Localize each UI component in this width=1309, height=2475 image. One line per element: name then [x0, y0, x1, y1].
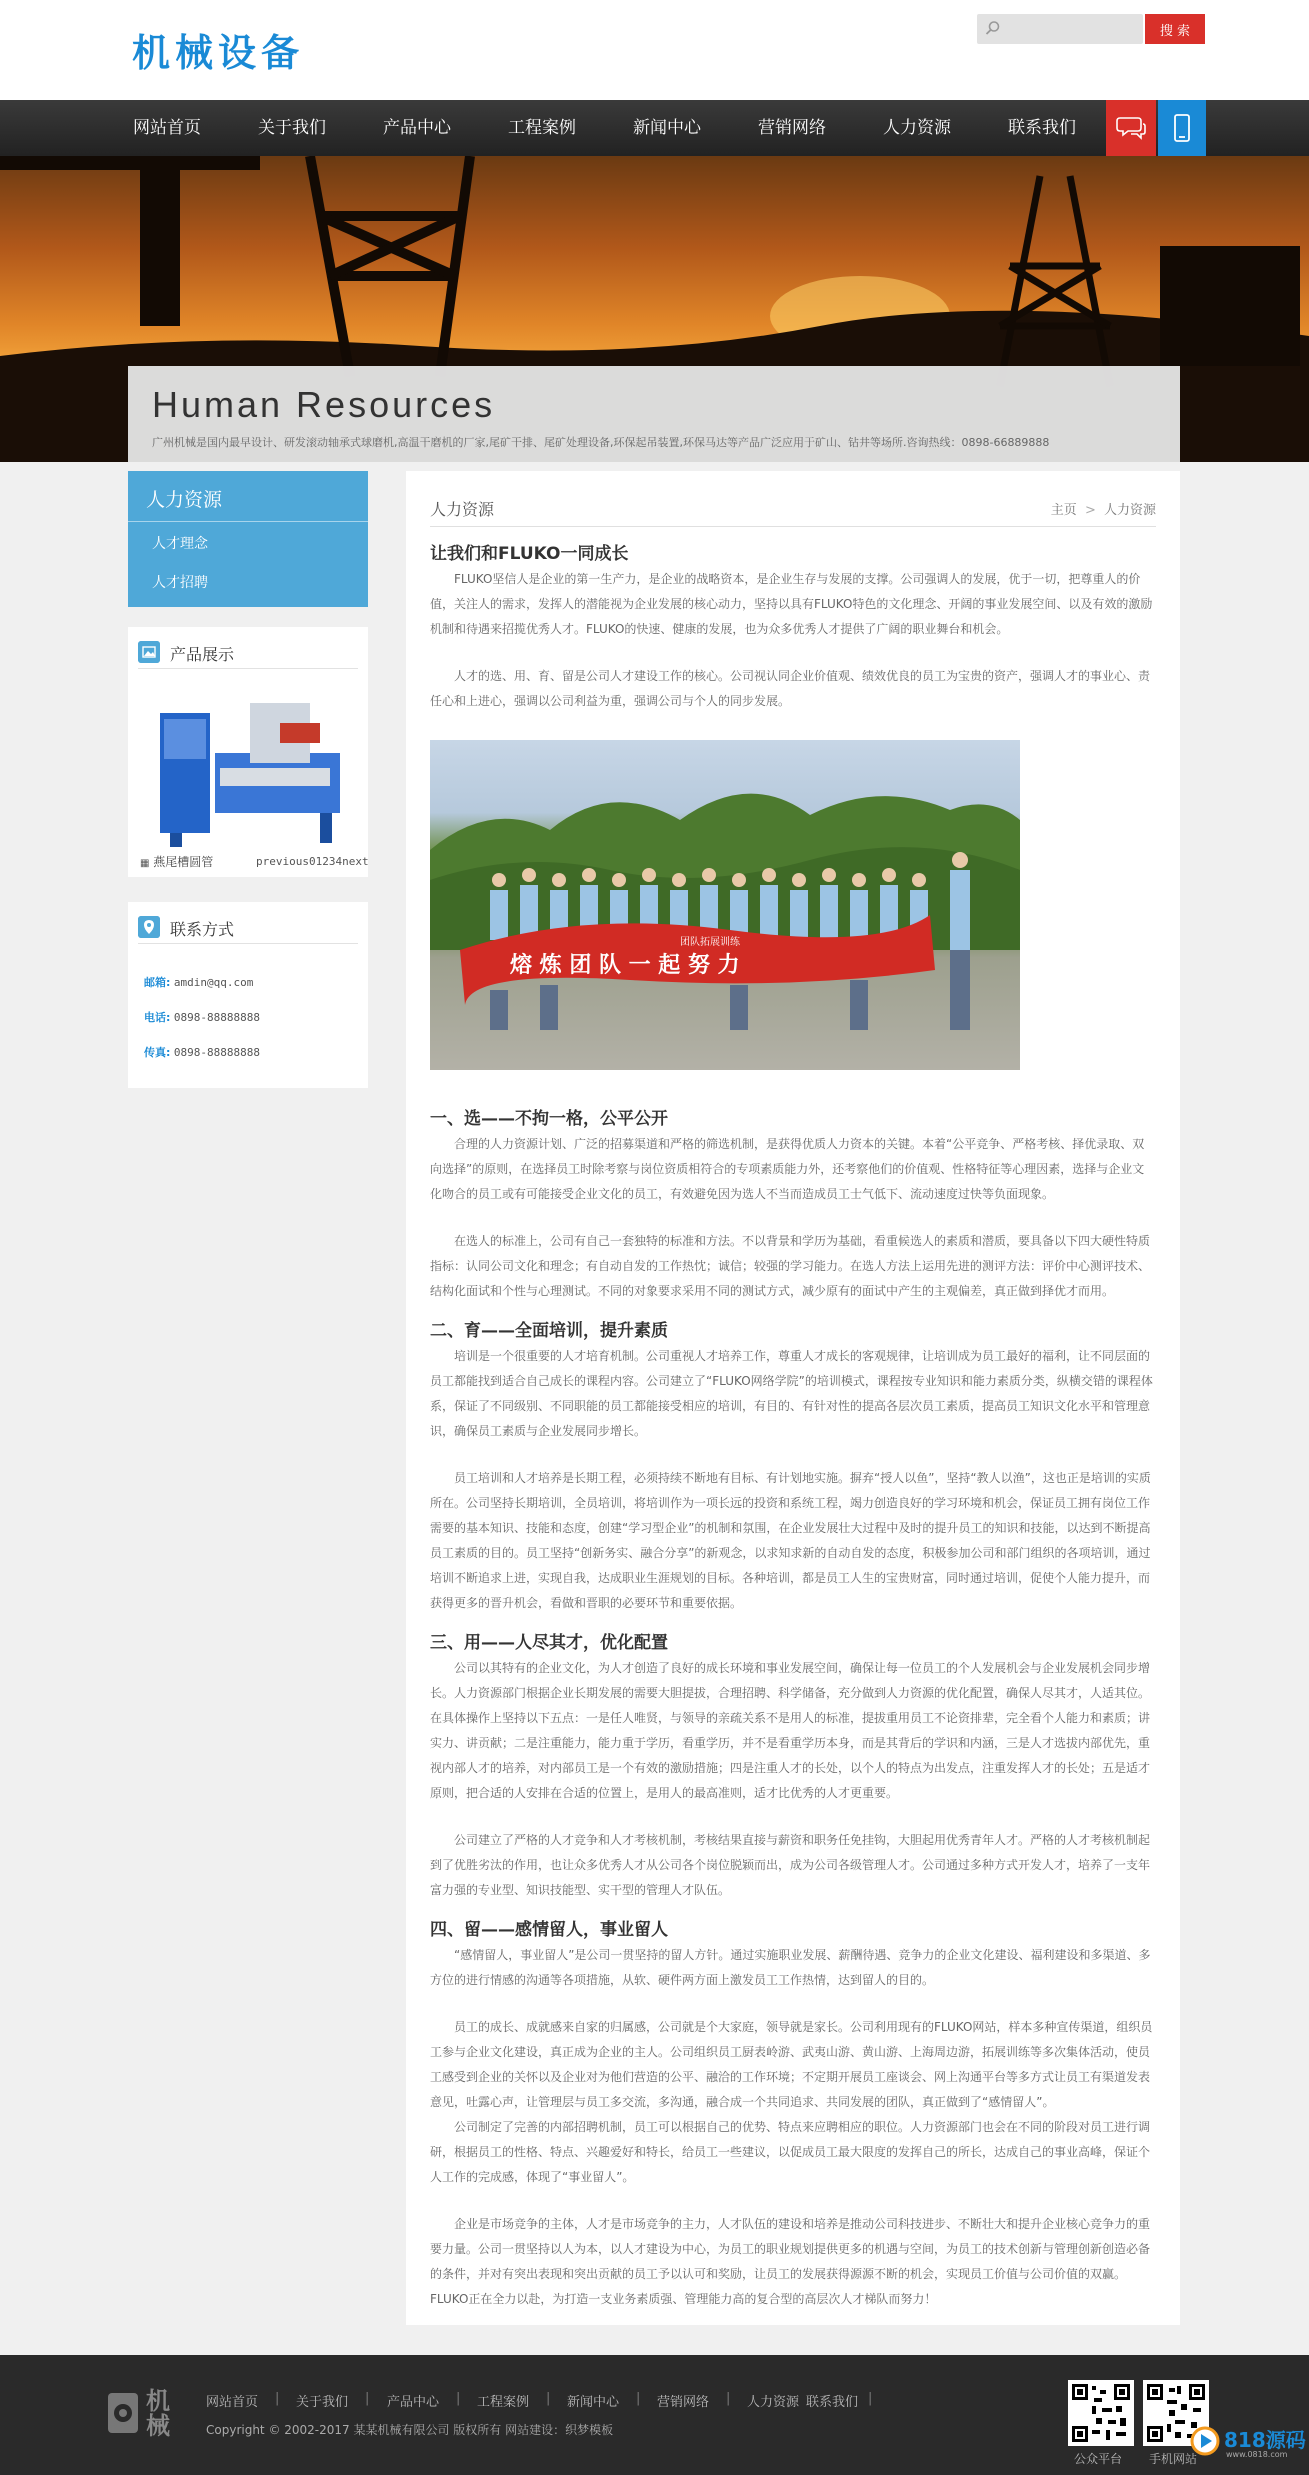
banner-caption-panel	[128, 366, 1180, 462]
footer-link-news[interactable]: 新闻中心	[567, 2395, 620, 2410]
chat-bubble-icon	[1116, 115, 1146, 141]
fax-label: 传真:	[144, 1046, 171, 1059]
search-icon	[985, 20, 1001, 36]
footer-separator: |	[365, 2391, 370, 2406]
article-paragraph: 合理的人力资源计划、广泛的招募渠道和严格的筛选机制，是获得优质人力资本的关键。本着“公平竞争、严格考核、择优录取、双向选择”的原则，在选择员工时除考察与岗位资质相符合的专项素质能力外，还考察他们的价值观、性格特征等心理因素，选择与企业文化吻合的员工或有可能接受企业文化的员工，有效避免因为选人不当而造成员工士气低下、流动速度过快等负面现象。	[430, 1137, 1145, 1201]
nav-item-marketing[interactable]: 营销网络	[758, 118, 826, 138]
email-label: 邮箱:	[144, 976, 171, 989]
article-paragraph: 人才的选、用、育、留是公司人才建设工作的核心。公司视认同企业价值观、绩效优良的员工为宝贵的资产，强调人才的事业心、责任心和上进心，强调以公司利益为重，强调公司与个人的同步发展。	[430, 669, 1151, 708]
section-heading: 二、育——全面培训，提升素质	[430, 1321, 668, 1341]
footer-separator: |	[868, 2391, 873, 2406]
qr-label-mobile-site: 手机网站	[1149, 2452, 1198, 2466]
article-paragraph: 在选人的标准上，公司有自己一套独特的标准和方法。不以背景和学历为基础，看重候选人的素质和潜质，要具备以下四大硬性特质指标：认同公司文化和理念；有自动自发的工作热忱；诚信；较强的学习能力。在选人方法上运用先进的测评方法：评价中心测评技术、结构化面试和个性与心理测试。不同的对象要求采用不同的测试方式，减少原有的面试中产生的主观偏差，真正做到择优才而用。	[430, 1234, 1151, 1298]
nav-item-contact[interactable]: 联系我们	[1008, 118, 1076, 138]
sidebar-contact	[128, 902, 368, 1088]
product-pager[interactable]: previous01234next	[256, 855, 369, 868]
sidebar-item-recruitment[interactable]: 人才招聘	[152, 575, 208, 591]
fax-value: 0898-88888888	[173, 1046, 260, 1059]
footer-link-contact[interactable]: 联系我们	[806, 2395, 859, 2410]
section-heading: 三、用——人尽其才，优化配置	[430, 1633, 668, 1653]
photo-banner-text: 熔 炼 团 队 一 起 努 力	[510, 953, 740, 978]
location-pin-icon	[138, 916, 160, 938]
search-input[interactable]	[1007, 18, 1137, 40]
article-paragraph: 培训是一个很重要的人才培育机制。公司重视人才培养工作，尊重人才成长的客观规律，让培训成为员工最好的福利，让不同层面的员工都能找到适合自己成长的课程内容。公司建立了“FLUKO网络学院”的培训模式，课程按专业知识和能力素质分类，纵横交错的课程体系，保证了不同级别、不同职能的员工都能接受相应的培训，有目的、有针对性的提高各层次员工素质，提高员工知识文化水平和管理意识，确保员工素质与企业发展同步增长。	[430, 1349, 1153, 1438]
article	[430, 541, 1156, 2334]
banner-description: 广州机械是国内最早设计、研发滚动轴承式球磨机,高温干磨机的厂家,尾矿干排、尾矿处理设备,环保起吊装置,环保马达等产品广泛应用于矿山、钻井等场所.咨询热线：0898-66889888	[152, 436, 1050, 449]
product-image[interactable]	[150, 683, 350, 849]
footer-separator: |	[275, 2391, 280, 2406]
nav-item-home[interactable]: 网站首页	[133, 118, 201, 138]
sidebar-item-talent-philosophy[interactable]: 人才理念	[152, 536, 208, 552]
product-caption[interactable]	[140, 853, 213, 870]
footer-separator: |	[456, 2391, 461, 2406]
search-box	[977, 14, 1143, 44]
contact-header	[138, 912, 358, 944]
footer-separator: |	[726, 2391, 731, 2406]
source-watermark	[1188, 2418, 1309, 2466]
product-caption-text: 燕尾槽圆管	[153, 855, 214, 869]
footer-link-about[interactable]: 关于我们	[296, 2395, 349, 2410]
contact-email	[144, 974, 253, 990]
search-button[interactable]: 搜 索	[1145, 14, 1205, 44]
article-headline: 让我们和FLUKO一同成长	[430, 544, 629, 564]
article-paragraph: “感情留人，事业留人”是公司一贯坚持的留人方针。通过实施职业发展、薪酬待遇、竞争力的企业文化建设、福利建设和多渠道、多方位的进行情感的沟通等各项措施，从软、硬件两方面上激发员工工作热情，达到留人的目的。	[430, 1948, 1151, 1987]
mobile-button[interactable]	[1158, 100, 1206, 156]
breadcrumb	[1051, 499, 1156, 518]
watermark-text: 818源码	[1224, 2428, 1306, 2452]
chat-button[interactable]	[1106, 100, 1156, 156]
sidebar-products	[128, 627, 368, 877]
team-photo-scene	[430, 740, 1020, 1070]
grid-icon: ▦	[140, 858, 150, 869]
contact-phone	[144, 1009, 260, 1025]
main-content	[406, 471, 1180, 2325]
sidebar-category	[128, 471, 368, 607]
qr-code-public-account	[1068, 2380, 1134, 2446]
section-heading: 四、留——感情留人，事业留人	[430, 1920, 668, 1940]
mobile-phone-icon	[1174, 114, 1190, 142]
gear-logo-icon	[106, 2389, 142, 2437]
section-heading: 一、选——不拘一格，公平公开	[430, 1109, 668, 1129]
breadcrumb-separator: >	[1084, 503, 1096, 518]
content-header	[430, 493, 1156, 527]
phone-value: 0898-88888888	[173, 1011, 260, 1024]
article-paragraph: 公司制定了完善的内部招聘机制，员工可以根据自己的优势、特点来应聘相应的职位。人力资源部门也会在不同的阶段对员工进行调研，根据员工的性格、特点、兴趣爱好和特长，给员工一些建议，以促成员工最大限度的发挥自己的所长，达成自己的事业高峰，保证个人工作的完成感，体现了“事业留人”。	[430, 2120, 1151, 2184]
article-paragraph: 员工培训和人才培养是长期工程，必须持续不断地有目标、有计划地实施。摒弃“授人以鱼”，坚持“教人以渔”，这也正是培训的实质所在。公司坚持长期培训，全员培训，将培训作为一项长远的投资和系统工程，竭力创造良好的学习环境和机会，保证员工拥有岗位工作需要的基本知识、技能和态度，创建“学习型企业”的机制和氛围，在企业发展壮大过程中及时的提升员工的知识和技能，以达到不断提高员工素质的目的。员工坚持“创新务实、融合分享”的新观念，以求知求新的自动自发的态度，积极参加公司和部门组织的各项培训，通过培训不断追求上进，实现自我，达成职业生涯规划的目标。各种培训，都是员工人生的宝贵财富，同时通过培训，促使个人能力提升，而获得更多的晋升机会，看做和晋职的必要环节和重要依据。	[430, 1471, 1151, 1610]
site-footer	[0, 2355, 1309, 2475]
article-paragraph: 企业是市场竞争的主体，人才是市场竞争的主力，人才队伍的建设和培养是推动公司科技进步、不断壮大和提升企业核心竞争力的重要力量。公司一贯坚持以人为本，以人才建设为中心，为员工的职业规划提供更多的机遇与空间，为员工的技术创新与管理创新创造必备的条件，并对有突出表现和突出贡献的员工予以认可和奖励，让员工的发展获得源源不断的机会，实现员工价值与公司价值的双赢。FLUKO正在全力以赴，为打造一支业务素质强、管理能力高的复合型的高层次人才梯队而努力！	[430, 2217, 1151, 2306]
breadcrumb-home[interactable]: 主页	[1050, 503, 1077, 518]
divider	[128, 521, 368, 522]
article-paragraph: 公司以其特有的企业文化，为人才创造了良好的成长环境和事业发展空间，确保让每一位员工的个人发展机会与企业发展机会同步增长。人力资源部门根据企业长期发展的需要大胆提拔，合理招聘、科学储备，充分做到人力资源的优化配置，确保人尽其才，人适其位。在具体操作上坚持以下五点：一是任人唯贤，与领导的亲疏关系不是用人的标准，提拔重用员工不论资排辈，完全看个人能力和素质；讲实力、讲贡献；二是注重能力，能力重于学历，看重学历，并不是看重学历本身，而是其背后的学识和内涵，三是人才选拔内部优先，重视内部人才的培养，对内部员工是一个有效的激励措施；四是注重人才的长处，以个人的特点为出发点，注重发挥人才的长处；五是适才原则，把合适的人安排在合适的位置上，是用人的最高准则，适才比优秀的人才更重要。	[430, 1661, 1151, 1800]
team-photo	[430, 740, 1020, 1070]
contact-title: 联系方式	[170, 920, 235, 939]
article-paragraph: 员工的成长、成就感来自家的归属感，公司就是个大家庭，领导就是家长。公司利用现有的FLUKO网站，样本多种宣传渠道，组织员工参与企业文化建设，真正成为企业的主人。公司组织员工厨表岭游、武夷山游、黄山游、上海周边游，拓展训练等多次集体活动，使员工感受到企业的关怀以及企业对为他们营造的公平、融洽的工作环境；不定期开展员工座谈会、网上沟通平台等多方式让员工有渠道发表意见，吐露心声，让管理层与员工多交流，多沟通，融合成一个共同追求、共同发展的团队，真正做到了“感情留人”。	[430, 2020, 1153, 2109]
breadcrumb-current: 人力资源	[1103, 503, 1156, 518]
nav-item-products[interactable]: 产品中心	[383, 118, 451, 138]
banner-title: Human Resources	[152, 384, 496, 425]
footer-link-products[interactable]: 产品中心	[387, 2395, 440, 2410]
site-header	[0, 0, 1309, 100]
footer-link-cases[interactable]: 工程案例	[477, 2395, 530, 2410]
products-header	[138, 637, 358, 669]
site-logo[interactable]: 机械设备	[132, 31, 305, 75]
qr-label-public-account: 公众平台	[1074, 2452, 1123, 2466]
footer-separator: |	[636, 2391, 641, 2406]
contact-fax	[144, 1044, 260, 1060]
article-paragraph: FLUKO坚信人是企业的第一生产力，是企业的战略资本，是企业生存与发展的支撑。公司强调人的发展，优于一切，把尊重人的价值，关注人的需求，发挥人的潜能视为企业发展的核心动力，坚持以具有FLUKO特色的文化理念、开阔的事业发展空间、以及有效的激励机制和待遇来招揽优秀人才。FLUKO的快速、健康的发展，也为众多优秀人才提供了广阔的职业舞台和机会。	[430, 572, 1153, 636]
footer-separator: |	[546, 2391, 551, 2406]
email-value[interactable]: amdin@qq.com	[173, 976, 254, 989]
footer-link-marketing[interactable]: 营销网络	[657, 2395, 710, 2410]
footer-copyright: Copyright © 2002-2017 某某机械有限公司 版权所有 网站建设：织梦模板	[206, 2423, 614, 2437]
article-paragraph: 公司建立了严格的人才竞争和人才考核机制，考核结果直接与薪资和职务任免挂钩，大胆起用优秀青年人才。严格的人才考核机制起到了优胜劣汰的作用，也让众多优秀人才从公司各个岗位脱颖而出，成为公司各级管理人才。公司通过多种方式开发人才，培养了一支年富力强的专业型、知识技能型、实干型的管理人才队伍。	[430, 1833, 1151, 1897]
page-title: 人力资源	[430, 500, 495, 519]
nav-item-news[interactable]: 新闻中心	[633, 118, 701, 138]
products-title: 产品展示	[170, 645, 235, 664]
sidebar-category-title: 人力资源	[146, 489, 223, 511]
watermark-subtext: www.0818.com	[1226, 2450, 1288, 2459]
footer-link-home[interactable]: 网站首页	[206, 2395, 259, 2410]
image-icon	[138, 641, 160, 663]
play-logo-icon	[1190, 2426, 1220, 2456]
nav-item-hr[interactable]: 人力资源	[883, 118, 951, 138]
qr-code-icon	[1072, 2384, 1130, 2442]
nav-item-about[interactable]: 关于我们	[258, 118, 326, 138]
footer-logo-text: 机械	[146, 2387, 170, 2440]
page-banner	[0, 156, 1309, 462]
footer-logo[interactable]	[106, 2383, 184, 2443]
photo-banner-subtext: 团队拓展训练	[680, 937, 740, 948]
nav-item-cases[interactable]: 工程案例	[508, 118, 576, 138]
phone-label: 电话:	[144, 1011, 171, 1024]
footer-link-hr[interactable]: 人力资源	[747, 2395, 800, 2410]
